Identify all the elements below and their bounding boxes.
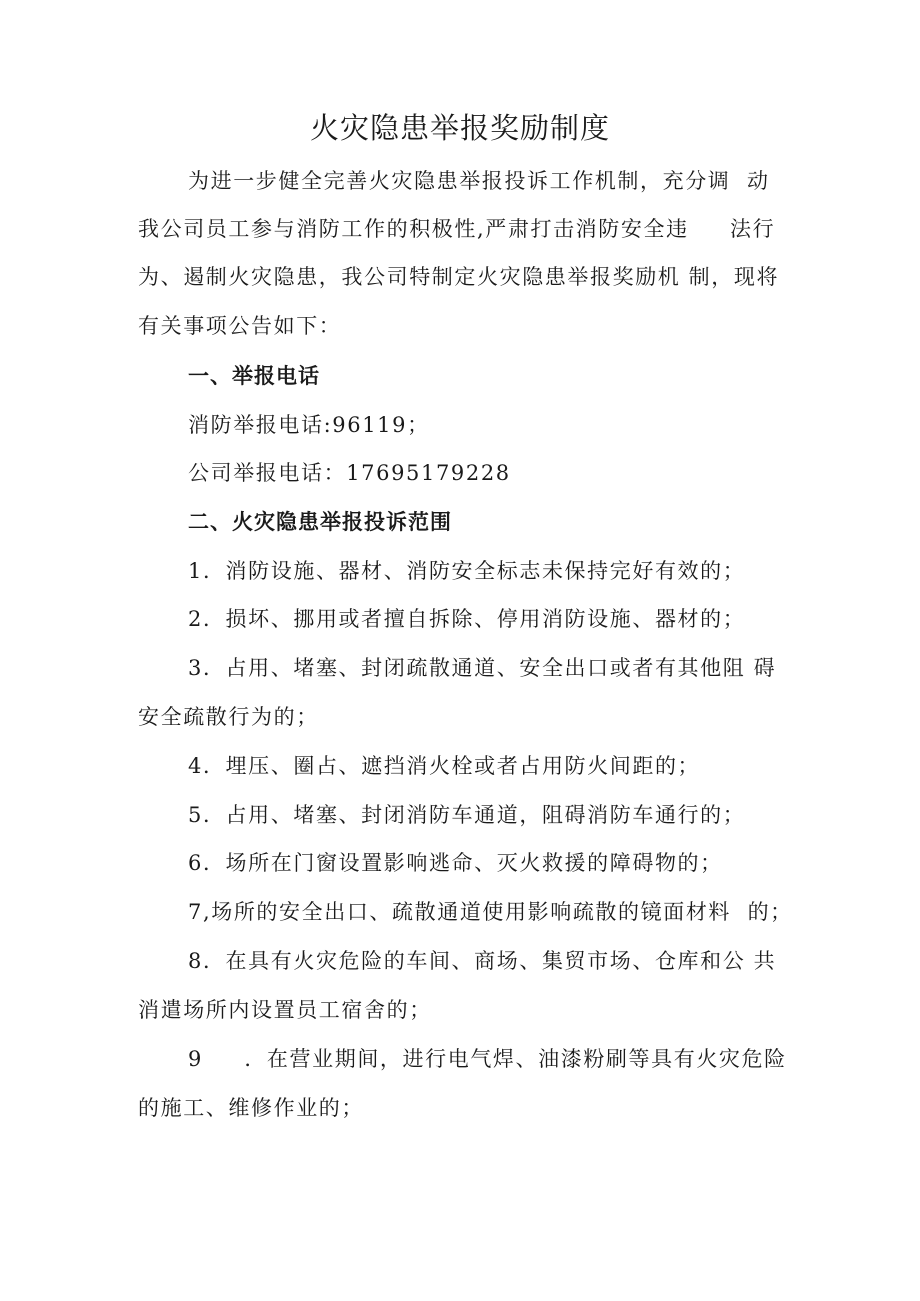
list-item-3: 3．占用、堵塞、封闭疏散通道、安全出口或者有其他阻 碍 [188,656,777,680]
intro-line-1: 为进一步健全完善火灾隐患举报投诉工作机制，充分调 动 [188,169,770,193]
section2-heading: 二、火灾隐患举报投诉范围 [188,510,452,534]
company-report-phone: 公司举报电话：17695179228 [188,461,511,485]
list-item-8-continued: 消遣场所内设置员工宿舍的； [138,998,432,1022]
list-item-3-continued: 安全疏散行为的； [138,705,319,729]
intro-line-3: 为、遏制火灾隐患，我公司特制定火灾隐患举报奖励机 制，现将 [138,265,780,289]
list-item-4: 4．埋压、圈占、遮挡消火栓或者占用防火间距的； [188,754,701,778]
fire-report-phone: 消防举报电话:96119； [188,413,430,437]
list-item-6: 6．场所在门窗设置影响逃命、灭火救援的障碍物的； [188,851,723,875]
list-item-9-continued: 的施工、维修作业的； [138,1096,364,1120]
list-item-1: 1．消防设施、器材、消防安全标志未保持完好有效的； [188,559,746,583]
list-item-8: 8．在具有火灾危险的车间、商场、集贸市场、仓库和公 共 [188,949,777,973]
list-item-5: 5．占用、堵塞、封闭消防车通道，阻碍消防车通行的； [188,803,746,827]
list-item-7: 7,场所的安全出口、疏散通道使用影响疏散的镜面材料 的； [188,900,793,924]
intro-line-2: 我公司员工参与消防工作的积极性,严肃打击消防安全违 法行 [138,217,776,241]
document-title: 火灾隐患举报奖励制度 [309,111,610,145]
section1-heading: 一、举报电话 [188,364,320,388]
list-item-9: 9 ．在营业期间，进行电气焊、油漆粉刷等具有火灾危险 [188,1047,787,1071]
list-item-2: 2．损坏、挪用或者擅自拆除、停用消防设施、器材的； [188,607,746,631]
intro-line-4: 有关事项公告如下： [138,314,342,338]
